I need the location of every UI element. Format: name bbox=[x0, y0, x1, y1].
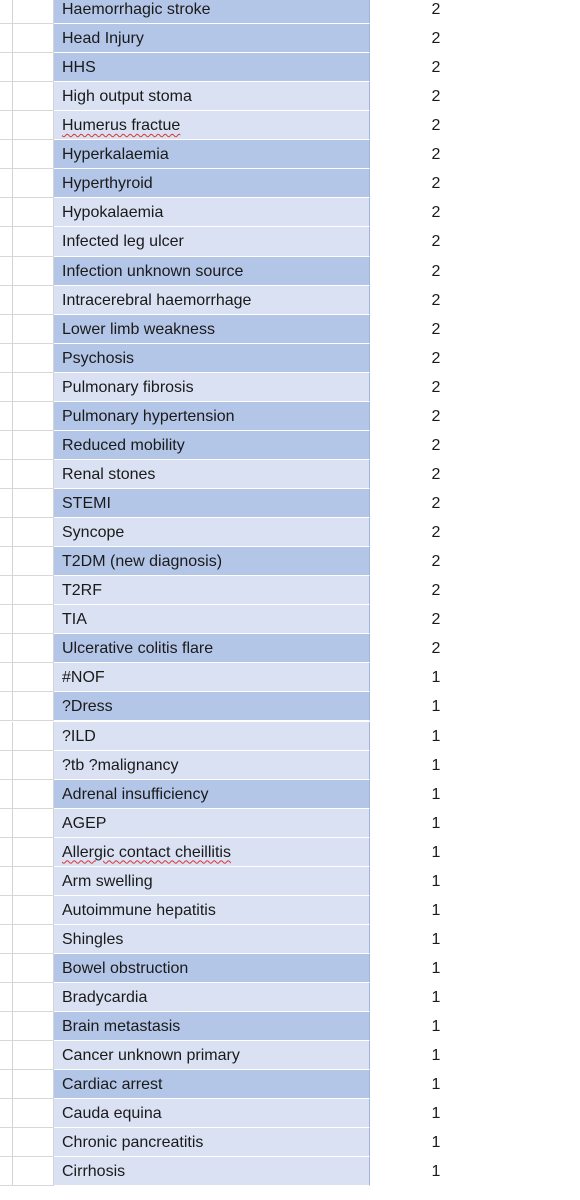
count-value: 2 bbox=[431, 233, 441, 251]
empty-cell[interactable] bbox=[13, 315, 54, 344]
table-row bbox=[0, 605, 580, 634]
count-cell[interactable] bbox=[370, 547, 580, 576]
empty-cell[interactable] bbox=[0, 1157, 13, 1186]
count-cell[interactable] bbox=[370, 605, 580, 634]
count-value: 2 bbox=[431, 30, 441, 48]
count-cell[interactable] bbox=[370, 344, 580, 373]
count-value: 2 bbox=[431, 146, 441, 164]
count-value: 1 bbox=[431, 669, 441, 687]
count-value: 2 bbox=[431, 59, 441, 77]
diagnosis-cell[interactable] bbox=[54, 344, 370, 373]
table-row bbox=[0, 809, 580, 838]
count-cell[interactable] bbox=[370, 24, 580, 53]
empty-cell[interactable] bbox=[13, 1099, 54, 1128]
empty-cell[interactable] bbox=[0, 838, 13, 867]
count-value: 2 bbox=[431, 436, 441, 454]
count-value: 2 bbox=[431, 175, 441, 193]
table-row bbox=[0, 663, 580, 692]
count-cell[interactable] bbox=[370, 286, 580, 315]
diagnosis-cell[interactable] bbox=[54, 111, 370, 140]
table-row bbox=[0, 925, 580, 954]
diagnosis-label: High output stoma bbox=[62, 88, 192, 106]
empty-cell[interactable] bbox=[0, 547, 13, 576]
diagnosis-label: Brain metastasis bbox=[62, 1018, 181, 1036]
diagnosis-label: Infected leg ulcer bbox=[62, 233, 184, 251]
empty-cell[interactable] bbox=[0, 896, 13, 925]
table-row bbox=[0, 1099, 580, 1128]
table-row bbox=[0, 1128, 580, 1157]
table-row bbox=[0, 24, 580, 53]
count-value: 2 bbox=[431, 640, 441, 658]
diagnosis-cell[interactable] bbox=[54, 402, 370, 431]
diagnosis-label: Allergic contact cheillitis bbox=[62, 843, 231, 861]
diagnosis-cell[interactable] bbox=[54, 198, 370, 227]
empty-cell[interactable] bbox=[13, 1128, 54, 1157]
count-value: 2 bbox=[431, 465, 441, 483]
empty-cell[interactable] bbox=[13, 460, 54, 489]
table-row bbox=[0, 867, 580, 896]
empty-cell[interactable] bbox=[13, 838, 54, 867]
diagnosis-cell[interactable] bbox=[54, 780, 370, 809]
diagnosis-cell[interactable] bbox=[54, 838, 370, 867]
table-row bbox=[0, 286, 580, 315]
count-cell[interactable] bbox=[370, 169, 580, 198]
empty-cell[interactable] bbox=[0, 373, 13, 402]
diagnosis-cell[interactable] bbox=[54, 692, 370, 721]
empty-cell[interactable] bbox=[0, 82, 13, 111]
count-value: 2 bbox=[431, 495, 441, 513]
count-cell[interactable] bbox=[370, 663, 580, 692]
empty-cell[interactable] bbox=[13, 983, 54, 1012]
count-cell[interactable] bbox=[370, 140, 580, 169]
count-value: 2 bbox=[431, 88, 441, 106]
empty-cell[interactable] bbox=[0, 111, 13, 140]
count-cell[interactable] bbox=[370, 518, 580, 547]
count-value: 2 bbox=[431, 204, 441, 222]
table-row bbox=[0, 634, 580, 663]
diagnosis-label: Haemorrhagic stroke bbox=[62, 1, 211, 18]
empty-cell[interactable] bbox=[13, 518, 54, 547]
table-row bbox=[0, 1070, 580, 1099]
empty-cell[interactable] bbox=[0, 489, 13, 518]
diagnosis-cell[interactable] bbox=[54, 489, 370, 518]
table-row bbox=[0, 257, 580, 286]
empty-cell[interactable] bbox=[0, 1070, 13, 1099]
count-cell[interactable] bbox=[370, 257, 580, 286]
table-row bbox=[0, 1157, 580, 1186]
diagnosis-label: Ulcerative colitis flare bbox=[62, 640, 214, 658]
count-cell[interactable] bbox=[370, 460, 580, 489]
table-row bbox=[0, 983, 580, 1012]
count-cell[interactable] bbox=[370, 751, 580, 780]
count-cell[interactable] bbox=[370, 315, 580, 344]
diagnosis-label: ?Dress bbox=[62, 698, 113, 716]
diagnosis-cell[interactable] bbox=[54, 169, 370, 198]
empty-cell[interactable] bbox=[13, 780, 54, 809]
table-row bbox=[0, 838, 580, 867]
table-row bbox=[0, 169, 580, 198]
empty-cell[interactable] bbox=[0, 751, 13, 780]
empty-cell[interactable] bbox=[0, 1099, 13, 1128]
count-cell[interactable] bbox=[370, 431, 580, 460]
empty-cell[interactable] bbox=[13, 24, 54, 53]
count-cell[interactable] bbox=[370, 1099, 580, 1128]
diagnosis-label: Reduced mobility bbox=[62, 436, 185, 454]
empty-cell[interactable] bbox=[13, 605, 54, 634]
table-row bbox=[0, 460, 580, 489]
diagnosis-label: TIA bbox=[62, 611, 87, 629]
diagnosis-cell[interactable] bbox=[54, 53, 370, 82]
diagnosis-cell[interactable] bbox=[54, 983, 370, 1012]
diagnosis-label: Adrenal insufficiency bbox=[62, 785, 209, 803]
count-value: 1 bbox=[431, 959, 441, 977]
count-value: 1 bbox=[431, 1076, 441, 1094]
diagnosis-label: #NOF bbox=[62, 669, 105, 687]
diagnosis-cell[interactable] bbox=[54, 1041, 370, 1070]
count-value: 1 bbox=[431, 698, 441, 716]
diagnosis-cell[interactable] bbox=[54, 867, 370, 896]
count-cell[interactable] bbox=[370, 0, 580, 24]
empty-cell[interactable] bbox=[0, 286, 13, 315]
empty-cell[interactable] bbox=[0, 983, 13, 1012]
diagnosis-cell[interactable] bbox=[54, 82, 370, 111]
table-row bbox=[0, 111, 580, 140]
empty-cell[interactable] bbox=[0, 809, 13, 838]
table-row bbox=[0, 373, 580, 402]
count-value: 2 bbox=[431, 291, 441, 309]
diagnosis-cell[interactable] bbox=[54, 315, 370, 344]
count-value: 2 bbox=[431, 524, 441, 542]
diagnosis-cell[interactable] bbox=[54, 663, 370, 692]
count-cell[interactable] bbox=[370, 954, 580, 983]
count-cell[interactable] bbox=[370, 373, 580, 402]
diagnosis-cell[interactable] bbox=[54, 547, 370, 576]
empty-cell[interactable] bbox=[13, 1041, 54, 1070]
table-row bbox=[0, 344, 580, 373]
table-row bbox=[0, 1012, 580, 1041]
empty-cell[interactable] bbox=[0, 344, 13, 373]
empty-cell[interactable] bbox=[0, 780, 13, 809]
count-value: 1 bbox=[431, 872, 441, 890]
count-cell[interactable] bbox=[370, 634, 580, 663]
count-value: 2 bbox=[431, 407, 441, 425]
count-cell[interactable] bbox=[370, 809, 580, 838]
empty-cell[interactable] bbox=[13, 809, 54, 838]
count-cell[interactable] bbox=[370, 722, 580, 751]
empty-cell[interactable] bbox=[13, 692, 54, 721]
diagnosis-cell[interactable] bbox=[54, 24, 370, 53]
diagnosis-cell[interactable] bbox=[54, 809, 370, 838]
count-cell[interactable] bbox=[370, 896, 580, 925]
empty-cell[interactable] bbox=[13, 111, 54, 140]
diagnosis-label: Pulmonary fibrosis bbox=[62, 378, 194, 396]
diagnosis-cell[interactable] bbox=[54, 1099, 370, 1128]
table-row bbox=[0, 0, 580, 24]
count-cell[interactable] bbox=[370, 111, 580, 140]
count-cell[interactable] bbox=[370, 780, 580, 809]
table-row bbox=[0, 140, 580, 169]
diagnosis-cell[interactable] bbox=[54, 140, 370, 169]
diagnosis-cell[interactable] bbox=[54, 722, 370, 751]
count-cell[interactable] bbox=[370, 867, 580, 896]
diagnosis-label: Intracerebral haemorrhage bbox=[62, 291, 252, 309]
empty-cell[interactable] bbox=[13, 402, 54, 431]
diagnosis-cell[interactable] bbox=[54, 257, 370, 286]
count-value: 1 bbox=[431, 1105, 441, 1123]
empty-cell[interactable] bbox=[0, 1128, 13, 1157]
count-value: 1 bbox=[431, 1134, 441, 1152]
diagnosis-label: Cardiac arrest bbox=[62, 1076, 163, 1094]
count-cell[interactable] bbox=[370, 82, 580, 111]
diagnosis-cell[interactable] bbox=[54, 227, 370, 256]
diagnosis-cell[interactable] bbox=[54, 286, 370, 315]
table-row bbox=[0, 1041, 580, 1070]
count-value: 2 bbox=[431, 1, 441, 18]
empty-cell[interactable] bbox=[0, 24, 13, 53]
empty-cell[interactable] bbox=[0, 605, 13, 634]
table-row bbox=[0, 954, 580, 983]
diagnosis-label: Pulmonary hypertension bbox=[62, 407, 235, 425]
table-row bbox=[0, 780, 580, 809]
diagnosis-cell[interactable] bbox=[54, 1157, 370, 1186]
empty-cell[interactable] bbox=[13, 489, 54, 518]
count-cell[interactable] bbox=[370, 983, 580, 1012]
diagnosis-label: Psychosis bbox=[62, 349, 135, 367]
table-row bbox=[0, 518, 580, 547]
count-value: 1 bbox=[431, 930, 441, 948]
empty-cell[interactable] bbox=[13, 663, 54, 692]
empty-cell[interactable] bbox=[0, 0, 13, 24]
count-cell[interactable] bbox=[370, 53, 580, 82]
empty-cell[interactable] bbox=[13, 867, 54, 896]
empty-cell[interactable] bbox=[13, 82, 54, 111]
empty-cell[interactable] bbox=[13, 576, 54, 605]
diagnosis-label: Syncope bbox=[62, 524, 125, 542]
diagnosis-label: Arm swelling bbox=[62, 872, 153, 890]
count-cell[interactable] bbox=[370, 1070, 580, 1099]
diagnosis-label: Infection unknown source bbox=[62, 262, 244, 280]
diagnosis-cell[interactable] bbox=[54, 896, 370, 925]
empty-cell[interactable] bbox=[13, 896, 54, 925]
count-value: 1 bbox=[431, 843, 441, 861]
diagnosis-label: T2RF bbox=[62, 582, 102, 600]
table-row bbox=[0, 53, 580, 82]
empty-cell[interactable] bbox=[0, 663, 13, 692]
diagnosis-label: Cauda equina bbox=[62, 1105, 162, 1123]
count-value: 2 bbox=[431, 553, 441, 571]
empty-cell[interactable] bbox=[13, 53, 54, 82]
table-row bbox=[0, 722, 580, 751]
empty-cell[interactable] bbox=[13, 140, 54, 169]
count-value: 2 bbox=[431, 320, 441, 338]
empty-cell[interactable] bbox=[13, 198, 54, 227]
count-cell[interactable] bbox=[370, 692, 580, 721]
empty-cell[interactable] bbox=[13, 344, 54, 373]
diagnosis-label: Cirrhosis bbox=[62, 1163, 126, 1181]
empty-cell[interactable] bbox=[13, 0, 54, 24]
count-cell[interactable] bbox=[370, 838, 580, 867]
diagnosis-label: Bowel obstruction bbox=[62, 959, 189, 977]
empty-cell[interactable] bbox=[0, 402, 13, 431]
diagnosis-label: ?ILD bbox=[62, 727, 96, 745]
count-cell[interactable] bbox=[370, 1157, 580, 1186]
diagnosis-label: T2DM (new diagnosis) bbox=[62, 553, 223, 571]
count-cell[interactable] bbox=[370, 402, 580, 431]
diagnosis-cell[interactable] bbox=[54, 634, 370, 663]
table-row bbox=[0, 489, 580, 518]
diagnosis-label: HHS bbox=[62, 59, 96, 77]
diagnosis-cell[interactable] bbox=[54, 751, 370, 780]
diagnosis-cell[interactable] bbox=[54, 576, 370, 605]
empty-cell[interactable] bbox=[0, 460, 13, 489]
diagnosis-cell[interactable] bbox=[54, 1128, 370, 1157]
empty-cell[interactable] bbox=[0, 867, 13, 896]
diagnosis-label: AGEP bbox=[62, 814, 107, 832]
empty-cell[interactable] bbox=[0, 198, 13, 227]
empty-cell[interactable] bbox=[13, 1012, 54, 1041]
empty-cell[interactable] bbox=[13, 227, 54, 256]
count-value: 1 bbox=[431, 1018, 441, 1036]
diagnosis-label: Autoimmune hepatitis bbox=[62, 901, 216, 919]
count-cell[interactable] bbox=[370, 1041, 580, 1070]
table-row bbox=[0, 227, 580, 256]
empty-cell[interactable] bbox=[0, 1041, 13, 1070]
count-value: 1 bbox=[431, 1163, 441, 1181]
table-row bbox=[0, 198, 580, 227]
empty-cell[interactable] bbox=[13, 925, 54, 954]
count-value: 2 bbox=[431, 378, 441, 396]
diagnosis-cell[interactable] bbox=[54, 460, 370, 489]
empty-cell[interactable] bbox=[0, 634, 13, 663]
table-row bbox=[0, 896, 580, 925]
empty-cell[interactable] bbox=[13, 547, 54, 576]
empty-cell[interactable] bbox=[0, 53, 13, 82]
count-value: 1 bbox=[431, 1047, 441, 1065]
diagnosis-label: STEMI bbox=[62, 495, 111, 513]
diagnosis-cell[interactable] bbox=[54, 431, 370, 460]
diagnosis-cell[interactable] bbox=[54, 605, 370, 634]
empty-cell[interactable] bbox=[0, 1012, 13, 1041]
diagnosis-label: Hypokalaemia bbox=[62, 204, 164, 222]
count-value: 1 bbox=[431, 901, 441, 919]
table-row bbox=[0, 315, 580, 344]
diagnosis-cell[interactable] bbox=[54, 1012, 370, 1041]
empty-cell[interactable] bbox=[13, 1070, 54, 1099]
table-row bbox=[0, 547, 580, 576]
empty-cell[interactable] bbox=[13, 169, 54, 198]
empty-cell[interactable] bbox=[0, 925, 13, 954]
diagnosis-label: Hyperthyroid bbox=[62, 175, 153, 193]
empty-cell[interactable] bbox=[13, 373, 54, 402]
empty-cell[interactable] bbox=[0, 227, 13, 256]
empty-cell[interactable] bbox=[0, 722, 13, 751]
count-value: 1 bbox=[431, 785, 441, 803]
diagnosis-cell[interactable] bbox=[54, 925, 370, 954]
count-value: 1 bbox=[431, 727, 441, 745]
diagnosis-label: Humerus fractue bbox=[62, 117, 181, 135]
count-value: 1 bbox=[431, 989, 441, 1007]
diagnosis-label: Renal stones bbox=[62, 465, 156, 483]
empty-cell[interactable] bbox=[13, 954, 54, 983]
empty-cell[interactable] bbox=[0, 431, 13, 460]
count-cell[interactable] bbox=[370, 576, 580, 605]
empty-cell[interactable] bbox=[0, 140, 13, 169]
count-value: 1 bbox=[431, 814, 441, 832]
table-row bbox=[0, 576, 580, 605]
diagnosis-label: Lower limb weakness bbox=[62, 320, 215, 338]
empty-cell[interactable] bbox=[13, 722, 54, 751]
count-cell[interactable] bbox=[370, 1012, 580, 1041]
empty-cell[interactable] bbox=[13, 751, 54, 780]
empty-cell[interactable] bbox=[0, 954, 13, 983]
diagnosis-label: Hyperkalaemia bbox=[62, 146, 169, 164]
empty-cell[interactable] bbox=[13, 431, 54, 460]
empty-cell[interactable] bbox=[0, 315, 13, 344]
count-value: 2 bbox=[431, 611, 441, 629]
table-row bbox=[0, 82, 580, 111]
count-cell[interactable] bbox=[370, 198, 580, 227]
diagnosis-label: Shingles bbox=[62, 930, 124, 948]
table-row bbox=[0, 751, 580, 780]
count-cell[interactable] bbox=[370, 227, 580, 256]
diagnosis-cell[interactable] bbox=[54, 518, 370, 547]
count-value: 2 bbox=[431, 117, 441, 135]
count-cell[interactable] bbox=[370, 1128, 580, 1157]
count-value: 2 bbox=[431, 262, 441, 280]
empty-cell[interactable] bbox=[13, 286, 54, 315]
empty-cell[interactable] bbox=[0, 692, 13, 721]
table-row bbox=[0, 431, 580, 460]
diagnosis-cell[interactable] bbox=[54, 1070, 370, 1099]
count-value: 2 bbox=[431, 582, 441, 600]
empty-cell[interactable] bbox=[0, 576, 13, 605]
empty-cell[interactable] bbox=[0, 257, 13, 286]
empty-cell[interactable] bbox=[13, 257, 54, 286]
empty-cell[interactable] bbox=[13, 1157, 54, 1186]
table-row bbox=[0, 402, 580, 431]
diagnosis-label: ?tb ?malignancy bbox=[62, 756, 179, 774]
count-value: 2 bbox=[431, 349, 441, 367]
empty-cell[interactable] bbox=[0, 169, 13, 198]
count-cell[interactable] bbox=[370, 925, 580, 954]
empty-cell[interactable] bbox=[13, 634, 54, 663]
table-row bbox=[0, 692, 580, 721]
count-cell[interactable] bbox=[370, 489, 580, 518]
diagnosis-label: Cancer unknown primary bbox=[62, 1047, 240, 1065]
diagnosis-label: Head Injury bbox=[62, 30, 144, 48]
diagnosis-cell[interactable] bbox=[54, 373, 370, 402]
diagnosis-cell[interactable] bbox=[54, 954, 370, 983]
diagnosis-cell[interactable] bbox=[54, 0, 370, 24]
count-value: 1 bbox=[431, 756, 441, 774]
diagnosis-label: Chronic pancreatitis bbox=[62, 1134, 204, 1152]
diagnosis-label: Bradycardia bbox=[62, 989, 148, 1007]
empty-cell[interactable] bbox=[0, 518, 13, 547]
